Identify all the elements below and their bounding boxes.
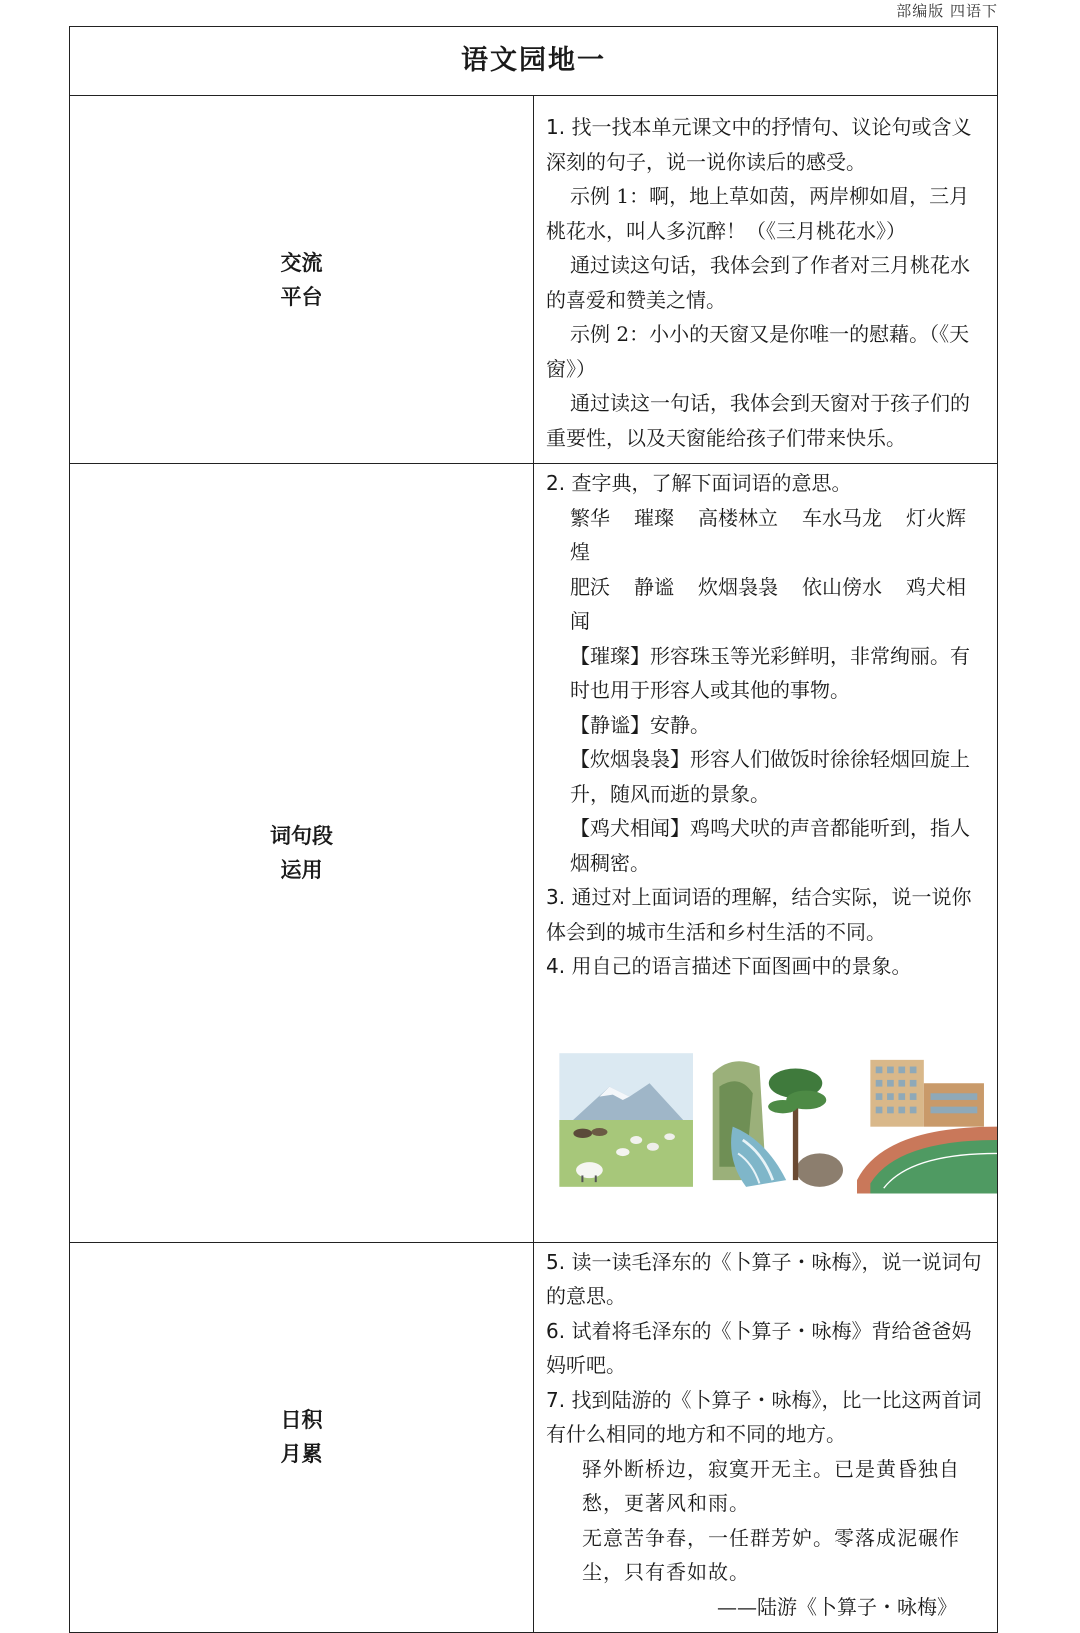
definition: 【炊烟袅袅】形容人们做饭时徐徐轻烟回旋上升，随风而逝的景象。 [570, 747, 970, 806]
word: 肥沃 [570, 574, 610, 599]
worksheet-table [69, 26, 998, 1633]
word: 璀璨 [634, 505, 674, 530]
poem-line-2: 无意苦争春，一任群芳妒。零落成泥碾作尘，只有香如故。 [582, 1525, 960, 1584]
word: 依山傍水 [802, 574, 882, 599]
example-1: 示例 1：啊，地上草如茵，两岸柳如眉，三月桃花水，叫人多沉醉！（《三月桃花水》） [546, 184, 970, 243]
word: 繁华 [570, 505, 610, 530]
word: 高楼林立 [698, 505, 778, 530]
illustration-row [534, 992, 997, 1242]
definition: 【鸡犬相闻】鸡鸣犬吠的声音都能听到，指人烟稠密。 [570, 816, 970, 875]
definition: 【璀璨】形容珠玉等光彩鲜明，非常绚丽。有时也用于形容人或其他的事物。 [570, 643, 970, 702]
example-1-note: 通过读这句话，我体会到了作者对三月桃花水的喜爱和赞美之情。 [546, 253, 970, 312]
question-1: 1. 找一找本单元课文中的抒情句、议论句或含义深刻的句子，说一说你读后的感受。 [546, 115, 972, 174]
question-7: 7. 找到陆游的《卜算子・咏梅》，比一比这两首词有什么相同的地方和不同的地方。 [546, 1387, 982, 1446]
section-content-daily [534, 1242, 998, 1633]
title-cell [70, 27, 998, 96]
section-label-exchange: 交流 平台 [70, 96, 534, 464]
section-label-words: 词句段 运用 [70, 464, 534, 1243]
word: 鸡犬相闻 [570, 574, 966, 633]
word: 静谧 [634, 574, 674, 599]
word-row-2 [546, 570, 983, 639]
example-2: 示例 2：小小的天窗又是你唯一的慰藉。（《天窗》） [546, 322, 970, 381]
section-content-words [534, 464, 998, 1243]
question-4: 4. 用自己的语言描述下面图画中的景象。 [546, 954, 912, 978]
question-5: 5. 读一读毛泽东的《卜算子・咏梅》，说一说词句的意思。 [546, 1249, 982, 1308]
question-6: 6. 试着将毛泽东的《卜算子・咏梅》背给爸爸妈妈听吧。 [546, 1318, 972, 1377]
section-label-daily: 日积 月累 [70, 1242, 534, 1633]
school-illustration [857, 1010, 997, 1230]
poem-author: ——陆游《卜算子・咏梅》 [717, 1594, 957, 1619]
definition: 【静谧】安静。 [570, 712, 710, 737]
word: 灯火辉煌 [570, 505, 966, 564]
word: 车水马龙 [802, 505, 882, 530]
section-content-exchange [534, 96, 998, 464]
page-title: 语文园地一 [461, 45, 606, 76]
mountain-stream-illustration [706, 1010, 846, 1230]
word: 炊烟袅袅 [698, 574, 778, 599]
question-3: 3. 通过对上面词语的理解，结合实际，说一说你体会到的城市生活和乡村生活的不同。 [546, 885, 972, 944]
poem-line-1: 驿外断桥边，寂寞开无主。已是黄昏独自愁，更著风和雨。 [582, 1456, 960, 1515]
question-2: 2. 查字典，了解下面词语的意思。 [546, 471, 852, 495]
word-row-1 [546, 501, 983, 570]
grassland-illustration [556, 1010, 696, 1230]
edition-note: 部编版 四语下 [896, 2, 998, 20]
example-2-note: 通过读这一句话，我体会到天窗对于孩子们的重要性，以及天窗能给孩子们带来快乐。 [546, 391, 970, 450]
